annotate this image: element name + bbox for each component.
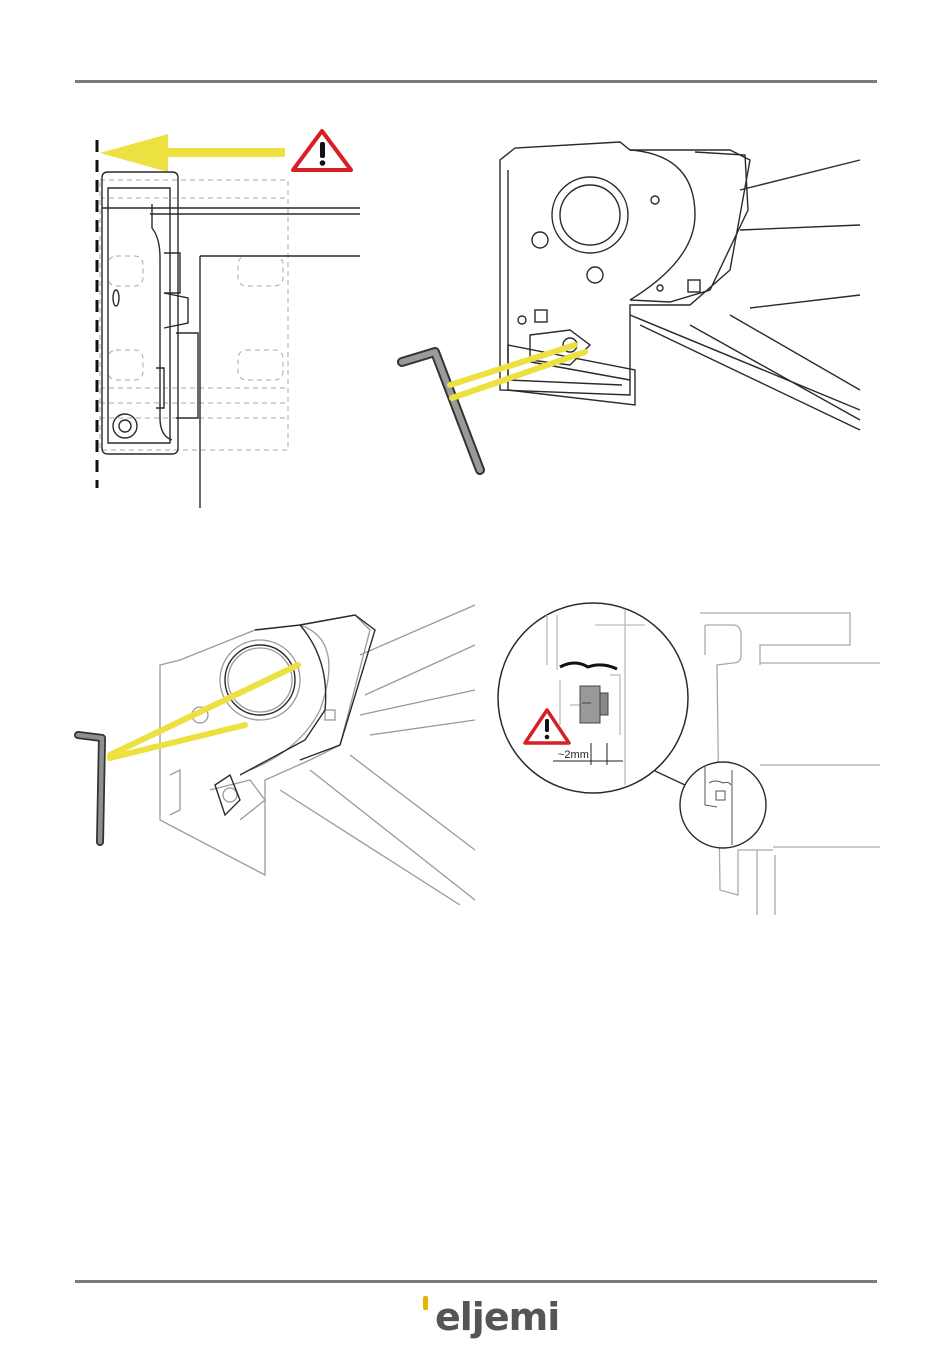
ghost-profile [100, 180, 288, 450]
brand-name: eljemi [435, 1295, 560, 1339]
arrow-left-icon [100, 134, 285, 172]
pointer-highlight [110, 665, 298, 758]
step-1-diagram [80, 118, 380, 508]
warning-triangle-icon [293, 131, 351, 170]
logo-accent-icon [423, 1296, 428, 1310]
brand-logo [415, 1292, 560, 1342]
arm-outline [215, 615, 375, 815]
step-3-diagram [70, 600, 480, 910]
magnifier-circle-icon [680, 762, 766, 848]
header-rule [75, 80, 877, 83]
mechanism-housing [500, 142, 860, 430]
mechanism-housing-faint [160, 605, 475, 905]
step-2-diagram [390, 130, 870, 500]
footer-rule [75, 1280, 877, 1283]
dimension-label: ~2mm [558, 749, 589, 761]
profile-section [102, 172, 360, 508]
step-4-diagram [495, 595, 885, 920]
